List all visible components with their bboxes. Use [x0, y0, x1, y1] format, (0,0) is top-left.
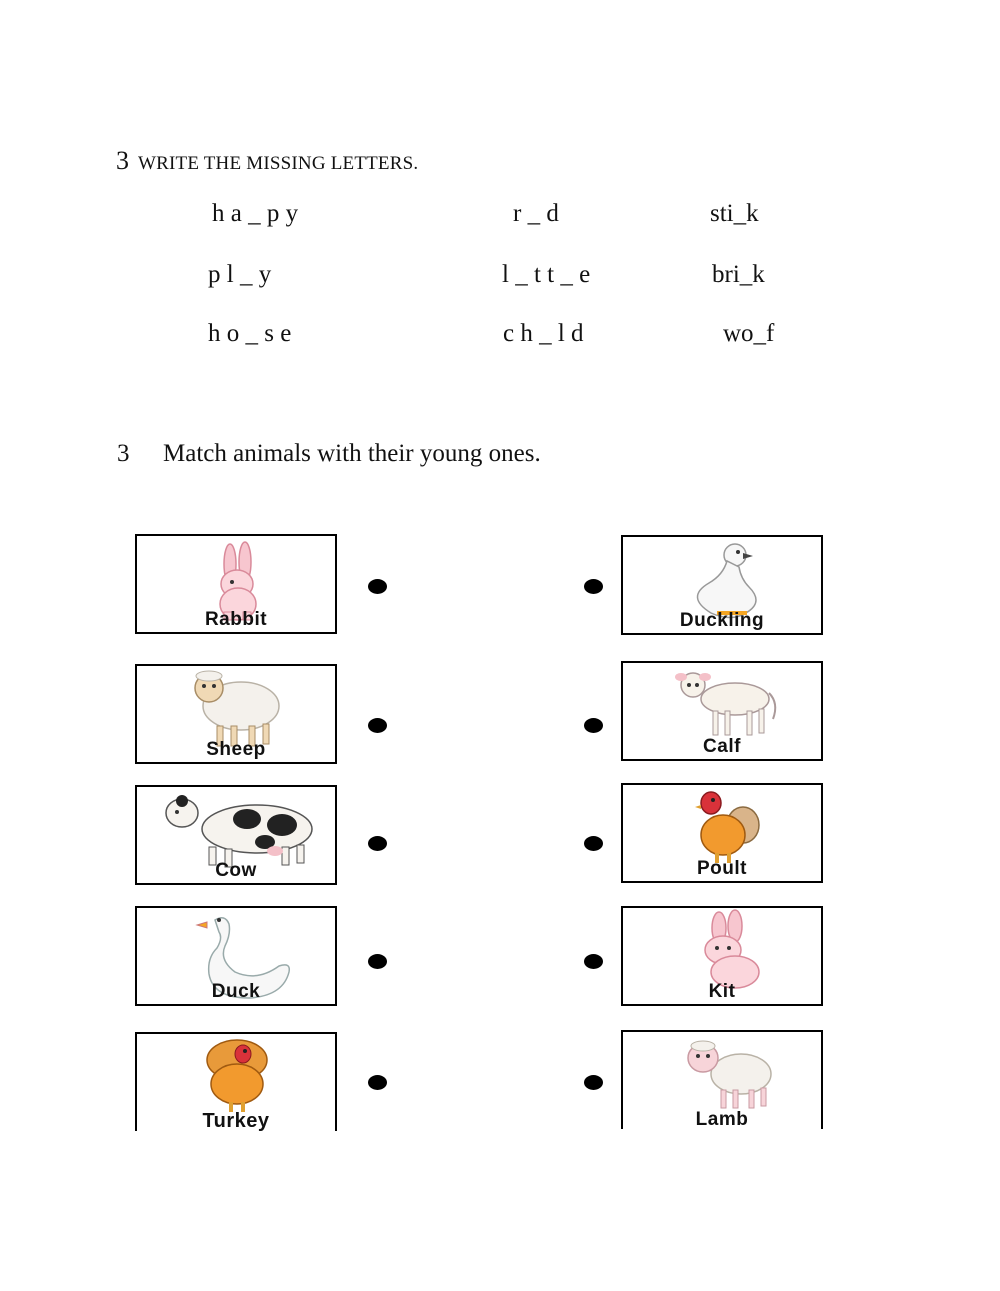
- section2-number: 3: [117, 440, 130, 467]
- word-blank[interactable]: wo_f: [723, 320, 775, 347]
- match-dot-left[interactable]: [368, 718, 387, 733]
- section1-title: WRITE THE MISSING LETTERS.: [138, 153, 419, 174]
- word-blank[interactable]: l _ t t _ e: [502, 261, 591, 288]
- word-blank[interactable]: h a _ p y: [212, 200, 299, 227]
- match-dot-right[interactable]: [584, 1075, 603, 1090]
- card-cow: [135, 785, 337, 885]
- card-duck: [135, 906, 337, 1006]
- card-label: Duckling: [679, 610, 765, 631]
- match-dot-left[interactable]: [368, 579, 387, 594]
- match-dot-right[interactable]: [584, 718, 603, 733]
- card-duckling: [621, 535, 823, 635]
- word-blank[interactable]: bri_k: [712, 261, 765, 288]
- word-blank[interactable]: sti_k: [710, 200, 759, 227]
- card-rabbit: [135, 534, 337, 634]
- match-dot-right[interactable]: [584, 836, 603, 851]
- section1-number: 3: [116, 146, 129, 175]
- match-dot-left[interactable]: [368, 954, 387, 969]
- word-blank[interactable]: c h _ l d: [503, 320, 584, 347]
- card-sheep: [135, 664, 337, 764]
- card-turkey: [135, 1032, 337, 1131]
- match-dot-right[interactable]: [584, 579, 603, 594]
- card-calf: [621, 661, 823, 761]
- card-label: Kit: [708, 981, 736, 1002]
- word-blank[interactable]: h o _ s e: [208, 320, 292, 347]
- card-label: Rabbit: [204, 609, 268, 630]
- word-blank[interactable]: p l _ y: [208, 261, 272, 288]
- card-poult: [621, 783, 823, 883]
- card-label: Calf: [703, 736, 741, 757]
- card-label: Cow: [215, 860, 257, 881]
- card-label: Duck: [211, 981, 261, 1002]
- card-label: Sheep: [206, 739, 266, 760]
- section2-title: Match animals with their young ones.: [163, 440, 541, 467]
- card-label: Lamb: [695, 1109, 749, 1129]
- match-dot-left[interactable]: [368, 1075, 387, 1090]
- match-dot-left[interactable]: [368, 836, 387, 851]
- match-dot-right[interactable]: [584, 954, 603, 969]
- card-kit: [621, 906, 823, 1006]
- card-lamb: [621, 1030, 823, 1129]
- card-label: Poult: [697, 858, 747, 879]
- card-label: Turkey: [202, 1110, 270, 1131]
- word-blank[interactable]: r _ d: [513, 200, 559, 227]
